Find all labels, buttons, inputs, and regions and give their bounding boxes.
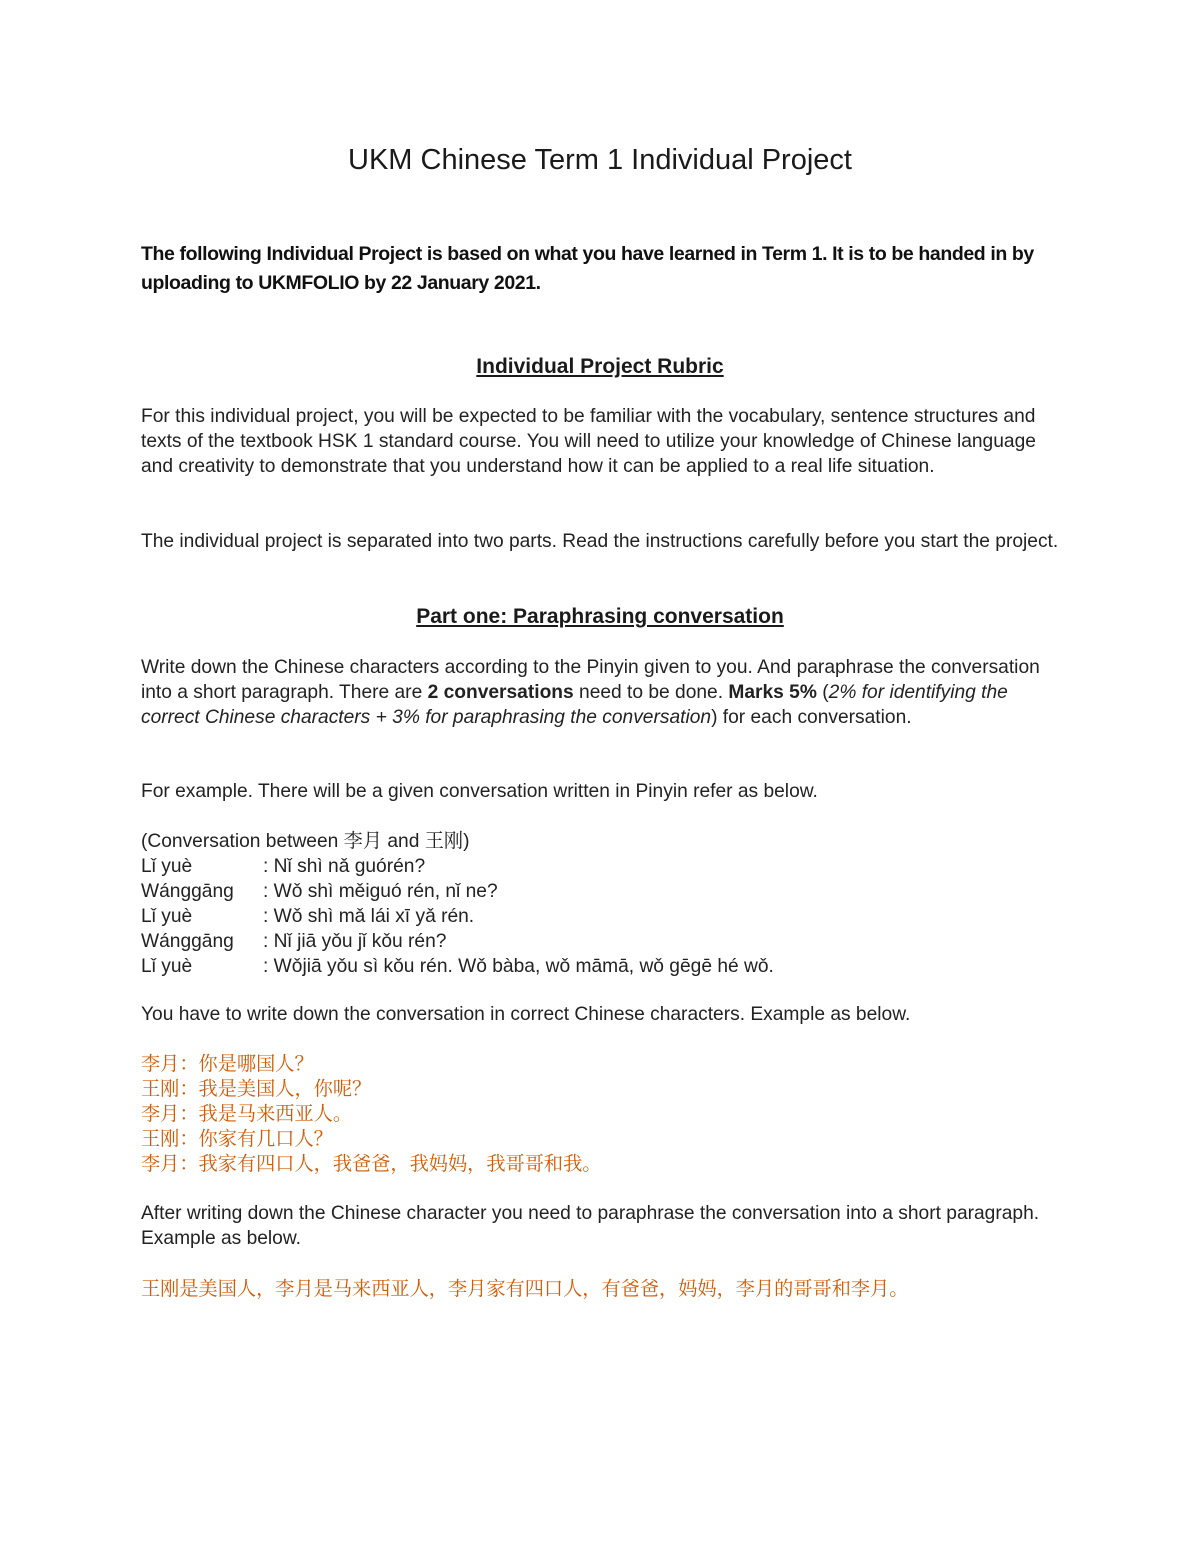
conversation-block	[141, 829, 1061, 979]
conversation-speaker: Lǐ yuè	[141, 906, 193, 927]
paraphrase-instruction: After writing down the Chinese character you need to paraphrase the conversation into a short paragraph. Example as below.	[141, 1203, 1040, 1249]
conversation-speaker: Lǐ yuè	[141, 856, 193, 877]
chinese-example-block	[141, 1051, 1061, 1176]
write-instruction: You have to write down the conversation in correct Chinese characters. Example as below.	[141, 1004, 911, 1025]
conversation-line	[141, 879, 1061, 904]
paraphrase-example: 王刚是美国人，李月是马来西亚人，李月家有四口人，有爸爸，妈妈，李月的哥哥和李月。	[141, 1277, 909, 1300]
chinese-line: 王刚：你家有几口人？	[141, 1127, 333, 1150]
conversation-caption: (Conversation between 李月 and 王刚)	[141, 831, 470, 852]
rubric-heading: Individual Project Rubric	[476, 355, 724, 378]
conversation-text: : Nǐ shì nǎ guórén?	[263, 856, 426, 877]
rubric-paragraph-1: For this individual project, you will be expected to be familiar with the vocabulary, sentence structures and texts of the textbook HSK 1 standard course. You will need to utilize your knowledge of Chinese language and creativity to demonstrate that you understand how it can be applied to a real life situation.	[141, 406, 1036, 477]
conversation-speaker: Wánggāng	[141, 881, 234, 902]
chinese-line: 李月：我是马来西亚人。	[141, 1102, 353, 1125]
conversation-text: : Wǒ shì mǎ lái xī yǎ rén.	[263, 906, 475, 927]
chinese-line: 李月：你是哪国人？	[141, 1052, 314, 1075]
part-one-text-4: ) for each conversation.	[711, 707, 912, 728]
marks-label: Marks 5%	[728, 682, 817, 703]
rubric-paragraph-2: The individual project is separated into two parts. Read the instructions carefully before you start the project.	[141, 531, 1059, 552]
chinese-line: 李月：我家有四口人，我爸爸，我妈妈，我哥哥和我。	[141, 1152, 602, 1175]
example-intro: For example. There will be a given conversation written in Pinyin refer as below.	[141, 781, 818, 802]
conversation-text: : Nǐ jiā yǒu jǐ kǒu rén?	[263, 931, 447, 952]
part-one-text-2: need to be done.	[573, 682, 729, 703]
marks-breakdown: 2% for identifying the correct Chinese characters + 3% for paraphrasing the conversation	[141, 682, 1008, 728]
conversation-line	[141, 954, 1061, 979]
conversation-speaker: Wánggāng	[141, 931, 234, 952]
conversation-text: : Wǒjiā yǒu sì kǒu rén. Wǒ bàba, wǒ māmā, wǒ gēgē hé wǒ.	[263, 956, 774, 977]
conversations-count: 2 conversations	[427, 682, 574, 703]
part-one-heading: Part one: Paraphrasing conversation	[416, 605, 784, 628]
conversation-line	[141, 854, 1061, 879]
part-one-paragraph	[141, 655, 1061, 730]
conversation-line	[141, 904, 1061, 929]
part-one-text-3: (	[816, 682, 829, 703]
part-one-text-1: Write down the Chinese characters according to the Pinyin given to you. And paraphrase the conversation into a short paragraph. There are	[141, 657, 1040, 703]
document-title: UKM Chinese Term 1 Individual Project	[348, 144, 852, 176]
intro-paragraph: The following Individual Project is based on what you have learned in Term 1. It is to be handed in by uploading to UKMFOLIO by 22 January 2021.	[141, 243, 1034, 294]
conversation-text: : Wǒ shì měiguó rén, nǐ ne?	[263, 881, 498, 902]
conversation-line	[141, 929, 1061, 954]
conversation-speaker: Lǐ yuè	[141, 956, 193, 977]
chinese-line: 王刚：我是美国人，你呢？	[141, 1077, 372, 1100]
